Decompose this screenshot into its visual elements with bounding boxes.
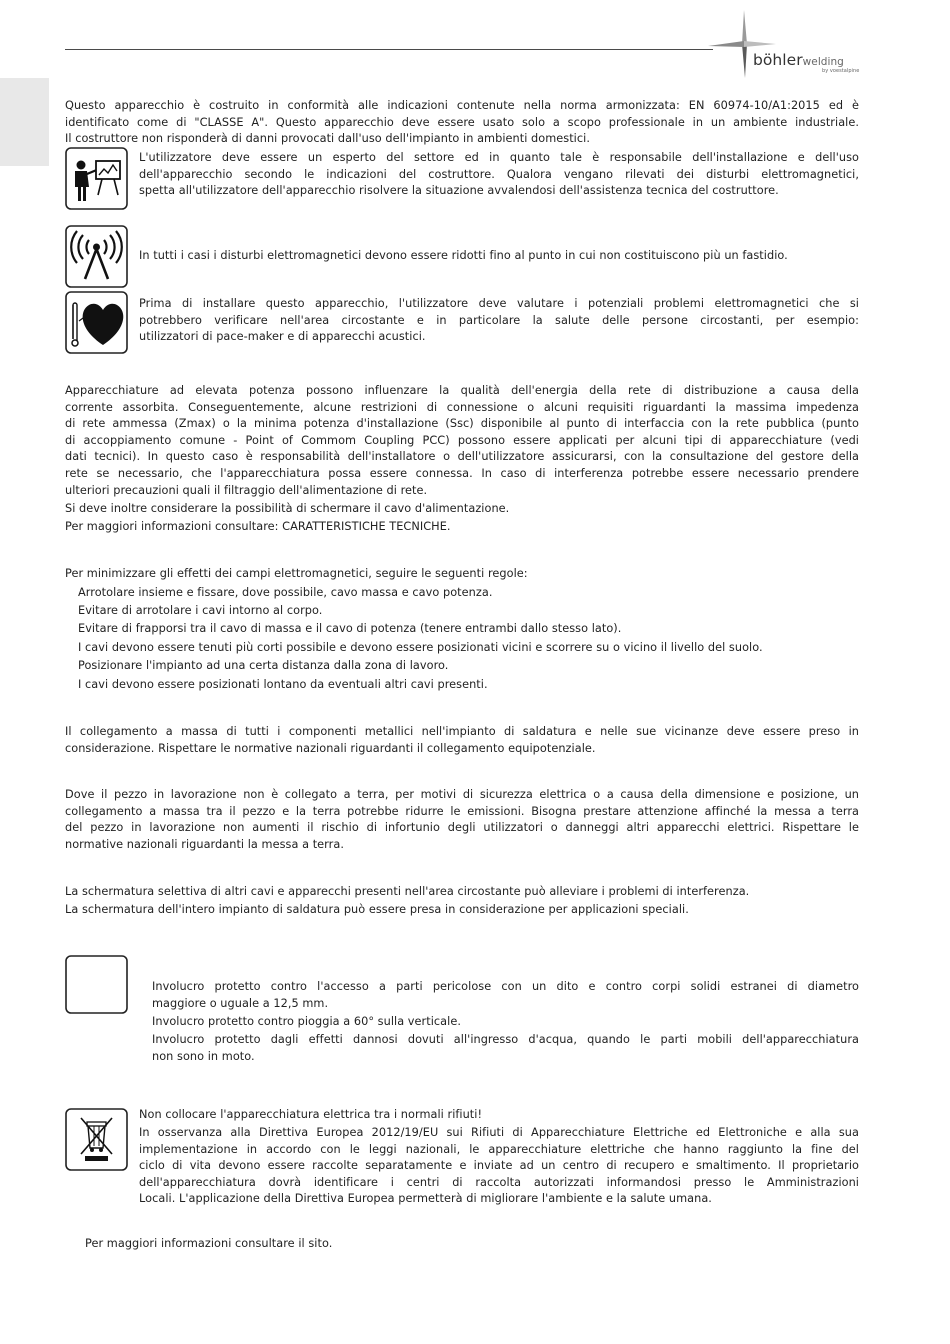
list-item: Evitare di arrotolare i cavi intorno al corpo.	[78, 603, 323, 617]
text-line: rete se necessario, che l'apparecchiatura possa essere connessa. In caso di interferenza potrebbe essere necessario prendere	[65, 466, 859, 480]
list-item: I cavi devono essere posizionati lontano da eventuali altri cavi presenti.	[78, 677, 488, 691]
text-line: del pezzo in lavorazione non aumenti il rischio di infortunio degli utilizzatori o danneggi altri apparecchi elettrici. Rispettare le	[65, 821, 859, 835]
brand-sub: by voestalpine	[822, 68, 860, 74]
text-line: dell'apparecchiatura dovrà identificare i centri di raccolta autorizzati informandosi presso le Amministrazioni	[139, 1175, 859, 1189]
rules-intro: Per minimizzare gli effetti dei campi elettromagnetici, seguire le seguenti regole:	[65, 567, 528, 580]
emc-note: In tutti i casi i disturbi elettromagnetici devono essere ridotti fino al punto in cui non costituiscono più un fastidio.	[139, 249, 788, 262]
text-line: Involucro protetto dagli effetti dannosi dovuti all'ingresso d'acqua, quando le parti mobili dell'apparecchiatura	[152, 1032, 859, 1046]
heart-pacemaker-icon	[65, 291, 128, 354]
ip-rating-box	[65, 955, 128, 1014]
text-line: L'utilizzatore deve essere un esperto del settore ed in quanto tale è responsabile dell'installazione e dell'uso	[139, 151, 859, 164]
text-line: identificato come di "CLASSE A". Questo apparecchio deve essere usato solo a scopo professionale in un ambiente industriale.	[65, 115, 859, 129]
weee-title: Non collocare l'apparecchiatura elettrica tra i normali rifiuti!	[139, 1108, 483, 1121]
text-line: Questo apparecchio è costruito in conformità alle indicazioni contenute nella norma armonizzata: EN 60974-10/A1:2015 ed è	[65, 99, 859, 112]
weee-note	[139, 1107, 859, 1208]
text-line: ciclo di vita devono essere raccolte separatamente e inviate ad un centro di recupero e smaltimento. Il proprietario	[139, 1159, 859, 1173]
operator-icon	[65, 147, 128, 210]
health-note	[139, 296, 859, 346]
grounding-paragraph	[65, 724, 859, 757]
brand-main: böhler	[753, 51, 803, 69]
power-paragraph	[65, 383, 859, 499]
list-item: I cavi devono essere tenuti più corti possibile e devono essere posizionati vicini e scorrere su o vicino il livello del suolo.	[78, 640, 763, 654]
header-rule	[65, 49, 713, 50]
brand-suffix: welding	[802, 56, 844, 68]
intro-paragraph	[65, 98, 859, 148]
text-line: Involucro protetto contro l'accesso a parti pericolose con un dito e contro corpi solidi estranei di diametro	[152, 980, 859, 993]
text-line: Il costruttore non risponderà di danni provocati dall'uso dell'impianto in ambienti domestici.	[65, 132, 590, 146]
text-line: spetta all'utilizzatore dell'apparecchio risolvere la situazione avvalendosi dell'assistenza tecnica del costruttore.	[139, 184, 779, 198]
text-line: potrebbero verificare nell'area circostante e in particolare la salute delle persone circostanti, per esempio:	[139, 313, 859, 327]
text-line: non sono in moto.	[152, 1049, 255, 1063]
weee-bin-icon	[65, 1108, 128, 1171]
list-item: Evitare di frapporsi tra il cavo di massa e il cavo di potenza (tenere entrambi dallo stesso lato).	[78, 622, 622, 636]
text-line: implementazione in accordo con le leggi nazionali, le apparecchiature elettriche che hanno raggiunto la fine del	[139, 1142, 859, 1156]
operator-note	[139, 150, 859, 200]
power-extra	[65, 501, 859, 536]
text-line: dell'apparecchio secondo le indicazioni del costruttore. Qualora vengano rilevati dei disturbi elettromagnetici,	[139, 167, 859, 181]
text-line: Apparecchiature ad elevata potenza possono influenzare la qualità dell'energia della rete di distribuzione a causa della	[65, 384, 859, 397]
text-line: La schermatura dell'intero impianto di saldatura può essere presa in considerazione per applicazioni speciali.	[65, 902, 689, 916]
text-line: utilizzatori di pace-maker e di apparecchi acustici.	[139, 330, 426, 344]
text-line: corrente assorbita. Conseguentemente, alcune restrizioni di connessione o alcuni requisiti riguardanti la massima impedenza	[65, 400, 859, 414]
list-item: Arrotolare insieme e fissare, dove possibile, cavo massa e cavo potenza.	[78, 585, 493, 599]
rules-list	[65, 566, 859, 693]
shielding-paragraph	[65, 884, 859, 919]
text-line: Si deve inoltre considerare la possibilità di schermare il cavo d'alimentazione.	[65, 502, 510, 515]
text-line: maggiore o uguale a 12,5 mm.	[152, 996, 329, 1010]
text-line: Locali. L'applicazione della Direttiva Europea permetterà di migliorare l'ambiente e la salute umana.	[139, 1192, 712, 1206]
text-line: ulteriori precauzioni quali il filtraggio dell'alimentazione di rete.	[65, 483, 428, 497]
list-item: Posizionare l'impianto ad una certa distanza dalla zona di lavoro.	[78, 659, 449, 673]
text-line: collegamento a massa tra il pezzo e la terra potrebbe ridurre le emissioni. Bisogna prestare attenzione affinché la messa a terra	[65, 804, 859, 818]
text-line: di accoppiamento comune - Point of Commom Coupling PCC) possono essere applicati per alcuni tipi di apparecchiature (vedi	[65, 433, 859, 447]
text-line: considerazione. Rispettare le normative nazionali riguardanti il collegamento equipotenziale.	[65, 741, 596, 755]
text-line: Involucro protetto contro pioggia a 60° sulla verticale.	[152, 1014, 461, 1028]
text-line: Dove il pezzo in lavorazione non è collegato a terra, per motivi di sicurezza elettrica o a causa della dimensione e posizione, un	[65, 788, 859, 801]
text-line: Il collegamento a massa di tutti i componenti metallici nell'impianto di saldatura e nelle sue vicinanze deve essere preso in	[65, 725, 859, 738]
text-line: In osservanza alla Direttiva Europea 2012/19/EU sui Rifiuti di Apparecchiature Elettriche ed Elettroniche e alla sua	[139, 1126, 859, 1140]
text-line: dati tecnici). In questo caso è responsabilità dell'installatore o dell'utilizzatore assicurarsi, con la consultazione del gestore della	[65, 450, 859, 464]
workpiece-paragraph	[65, 787, 859, 853]
text-line: normative nazionali riguardanti la messa a terra.	[65, 837, 344, 851]
ip-descriptions	[152, 979, 859, 1065]
text-line: Prima di installare questo apparecchio, l'utilizzatore deve valutare i potenziali problemi elettromagnetici che si	[139, 297, 859, 310]
text-line: La schermatura selettiva di altri cavi e apparecchi presenti nell'area circostante può alleviare i problemi di interferenza.	[65, 885, 750, 898]
text-line: di rete ammessa (Zmax) o la minima potenza d'installazione (Ssc) disponibile al punto di interfaccia con la rete pubblica (punto	[65, 417, 859, 431]
side-tab	[0, 78, 49, 166]
antenna-icon	[65, 225, 128, 288]
text-line: Per maggiori informazioni consultare: CARATTERISTICHE TECNICHE.	[65, 519, 451, 533]
footer-note: Per maggiori informazioni consultare il sito.	[85, 1237, 333, 1250]
